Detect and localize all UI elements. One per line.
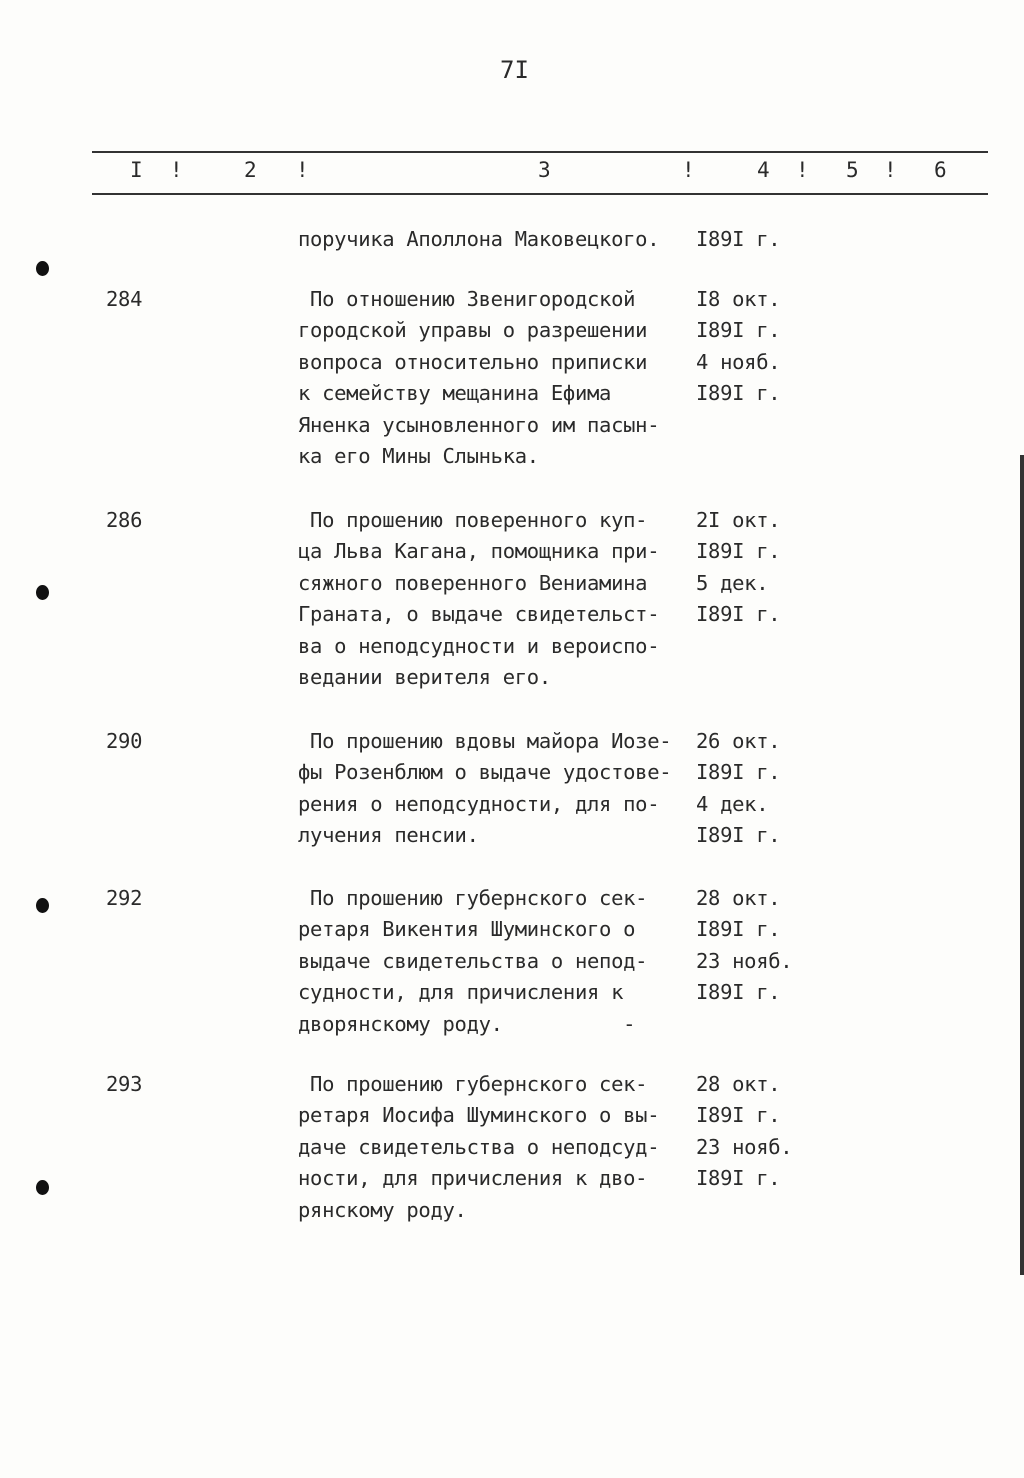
- entry-date: I89I г.: [696, 760, 781, 785]
- entry-text-line: По прошению губернского сек-: [298, 886, 648, 910]
- entry-date: 5 дек.: [696, 570, 769, 595]
- entry-number: 292: [106, 886, 143, 910]
- entry-text-line: По прошению поверенного куп-: [298, 508, 648, 532]
- entry-text-line: ца Льва Кагана, помощника при-: [298, 539, 660, 564]
- punch-hole: [36, 261, 49, 276]
- entry-text-line: поручика Аполлона Маковецкого.: [298, 227, 660, 251]
- entry-date: 23 нояб.: [696, 1134, 793, 1159]
- entry-number: 284: [106, 287, 143, 311]
- entry-text-line: По прошению губернского сек-: [298, 1072, 648, 1096]
- entry-date: I89I г.: [696, 381, 781, 406]
- page-number: 7I: [500, 56, 529, 84]
- entry-date: I8 окт.: [696, 287, 781, 311]
- entry-date: 28 окт.: [696, 886, 781, 910]
- column-header: 6: [934, 158, 947, 182]
- entry-text-line: лучения пенсии.: [298, 823, 479, 848]
- entry-text-line: вопроса относительно приписки: [298, 349, 648, 374]
- entry-text-line: дворянскому роду. -: [298, 1011, 636, 1036]
- punch-hole: [36, 585, 49, 600]
- column-separator: !: [884, 158, 897, 182]
- punch-hole: [36, 898, 49, 913]
- entry-number: 286: [106, 508, 143, 532]
- entry-number: 290: [106, 729, 143, 753]
- page-edge: [1020, 455, 1024, 1275]
- entry-date: I89I г.: [696, 318, 781, 343]
- entry-text-line: выдаче свидетельства о непод-: [298, 948, 648, 973]
- entry-date: 23 нояб.: [696, 948, 793, 973]
- entry-text-line: По отношению Звенигородской: [298, 287, 636, 311]
- entry-date: I89I г.: [696, 980, 781, 1005]
- entry-text-line: городской управы о разрешении: [298, 318, 648, 343]
- entry-text-line: ка его Мины Слынька.: [298, 444, 539, 468]
- entry-text-line: ности, для причисления к дво-: [298, 1166, 648, 1191]
- entry-text-line: По прошению вдовы майора Иозе-: [298, 729, 672, 753]
- entry-text-line: Яненка усыновленного им пасын-: [298, 412, 660, 437]
- entry-text-line: ретаря Викентия Шуминского о: [298, 917, 636, 942]
- column-separator: !: [170, 158, 183, 182]
- entry-date: 4 дек.: [696, 791, 769, 816]
- column-header: I: [130, 158, 143, 182]
- entry-text-line: ретаря Иосифа Шуминского о вы-: [298, 1103, 660, 1128]
- entry-date: 2I окт.: [696, 508, 781, 532]
- entry-number: 293: [106, 1072, 143, 1096]
- entry-date: I89I г.: [696, 602, 781, 627]
- column-separator: !: [796, 158, 809, 182]
- entry-date: I89I г.: [696, 823, 781, 848]
- entry-text-line: сяжного поверенного Вениамина: [298, 570, 648, 595]
- entry-date: 28 окт.: [696, 1072, 781, 1096]
- entry-text-line: даче свидетельства о неподсуд-: [298, 1134, 660, 1159]
- entry-text-line: фы Розенблюм о выдаче удостове-: [298, 760, 672, 785]
- entry-text-line: ва о неподсудности и вероиспо-: [298, 633, 660, 658]
- entry-text-line: рянскому роду.: [298, 1197, 467, 1222]
- entry-date: I89I г.: [696, 1166, 781, 1191]
- punch-hole: [36, 1180, 49, 1195]
- column-header: 3: [538, 158, 551, 182]
- entry-date: I89I г.: [696, 539, 781, 564]
- entry-date: 4 нояб.: [696, 349, 781, 374]
- column-separator: !: [682, 158, 695, 182]
- table-header-rule: [92, 193, 988, 195]
- column-header: 4: [757, 158, 770, 182]
- column-separator: !: [296, 158, 309, 182]
- column-header: 2: [244, 158, 257, 182]
- entry-date: I89I г.: [696, 1103, 781, 1128]
- table-top-rule: [92, 151, 988, 153]
- entry-text-line: рения о неподсудности, для по-: [298, 791, 660, 816]
- entry-date: I89I г.: [696, 227, 781, 251]
- entry-text-line: Граната, о выдаче свидетельст-: [298, 602, 660, 627]
- entry-date: 26 окт.: [696, 729, 781, 753]
- entry-text-line: к семейству мещанина Ефима: [298, 381, 612, 406]
- column-header: 5: [846, 158, 859, 182]
- entry-text-line: судности, для причисления к: [298, 980, 624, 1005]
- entry-text-line: ведании верителя его.: [298, 665, 551, 689]
- entry-date: I89I г.: [696, 917, 781, 942]
